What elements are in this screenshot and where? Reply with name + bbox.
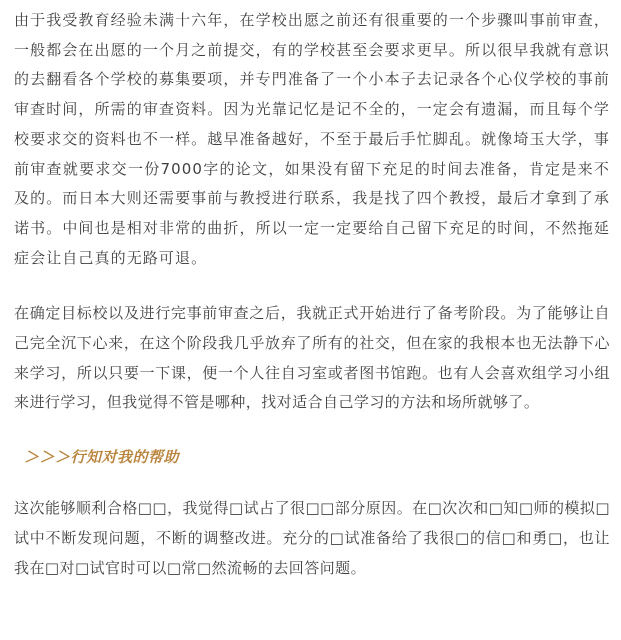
paragraph-spacer — [14, 273, 610, 299]
section-heading: ＞＞＞行知对我的帮助 — [24, 448, 180, 467]
paragraph-exam-preparation: 在确定目标校以及进行完事前审查之后，我就正式开始进行了备考阶段。为了能够让自己完全沉下心来，在这个阶段我几乎放弃了所有的社交，但在家的我根本也无法静下心来学习，所以只要一下课，便一个人往自习室或者图书馆跑。也有人会喜欢组学习小组来进行学习，但我觉得不管是哪种，找对适合自己学习的方法和场所就够了。 — [14, 304, 610, 412]
paragraph-interview-help: 这次能够顺利合格□□，我觉得□试占了很□□部分原因。在□次次和□知□师的模拟□试中不断发现问题，不断的调整改进。充分的□试准备给了我很□的信□和勇□，也让我在□对□试官时可以□常□然流畅的去回答问题。 — [14, 499, 610, 577]
paragraph-spacer — [14, 472, 610, 494]
article-body — [14, 6, 610, 583]
paragraph-spacer — [14, 418, 610, 443]
paragraph-pre-screening: 由于我受教育经验未满十六年，在学校出愿之前还有很重要的一个步骤叫事前审查，一般都会在出愿的一个月之前提交，有的学校甚至会要求更早。所以很早我就有意识的去翻看各个学校的募集要项，并专門准备了一个小本子去记录各个心仪学校的事前审查时间，所需的审查资料。因为光靠记忆是记不全的，一定会有遗漏，而且每个学校要求交的资料也不一样。越早准备越好，不至于最后手忙脚乱。就像埼玉大学，事前审查就要求交一份7000字的论文，如果没有留下充足的时间去准备，肯定是来不及的。而日本大则还需要事前与教授进行联系，我是找了四个教授，最后才拿到了承诺书。中间也是相对非常的曲折，所以一定一定要给自己留下充足的时间，不然拖延症会让自己真的无路可退。 — [14, 11, 610, 267]
